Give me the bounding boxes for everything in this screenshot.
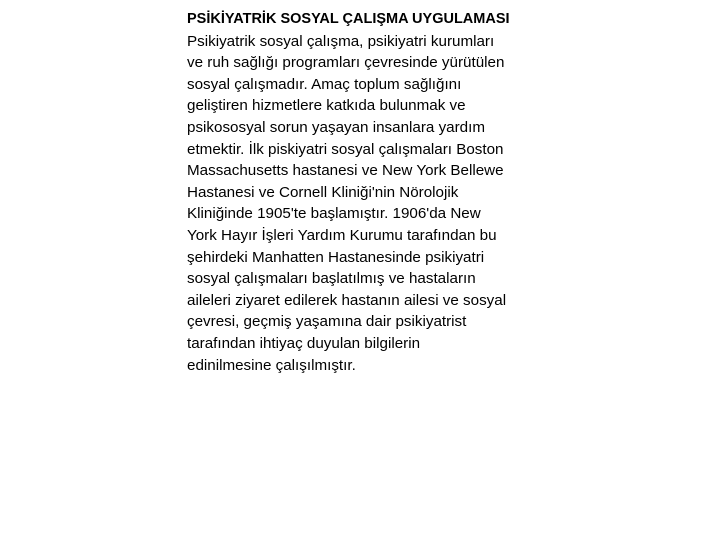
paragraph-line: şehirdeki Manhatten Hastanesinde psikiyatri: [187, 248, 485, 266]
page-title: PSİKİYATRİK SOSYAL ÇALIŞMA UYGULAMASI: [187, 11, 510, 27]
paragraph-line: Massachusetts hastanesi ve New York Bellewe: [187, 162, 504, 180]
paragraph-line: Psikiyatrik sosyal çalışma, psikiyatri kurumları: [187, 32, 495, 50]
paragraph-line: Hastanesi ve Cornell Kliniği'nin Nörolojik: [187, 183, 459, 201]
paragraph-line: psikososyal sorun yaşayan insanlara yardım: [187, 118, 485, 136]
paragraph-line: tarafından ihtiyaç duyulan bilgilerin: [187, 334, 421, 352]
paragraph-line: edinilmesine çalışılmıştır.: [187, 356, 356, 374]
paragraph-line: Kliniğinde 1905'te başlamıştır. 1906'da New: [187, 205, 481, 223]
paragraph-line: aileleri ziyaret edilerek hastanın ailesi ve sosyal: [187, 291, 507, 309]
body-paragraph: [187, 31, 547, 377]
paragraph-line: York Hayır İşleri Yardım Kurumu tarafından bu: [187, 226, 497, 244]
paragraph-line: sosyal çalışmaları başlatılmış ve hastaların: [187, 270, 476, 288]
text-block: [187, 9, 547, 376]
paragraph-line: sosyal çalışmadır. Amaç toplum sağlığını: [187, 75, 462, 93]
paragraph-line: çevresi, geçmiş yaşamına dair psikiyatrist: [187, 313, 467, 331]
paragraph-line: ve ruh sağlığı programları çevresinde yürütülen: [187, 54, 505, 72]
paragraph-line: geliştiren hizmetlere katkıda bulunmak ve: [187, 97, 466, 115]
paragraph-line: etmektir. İlk piskiyatri sosyal çalışmaları Boston: [187, 140, 504, 158]
